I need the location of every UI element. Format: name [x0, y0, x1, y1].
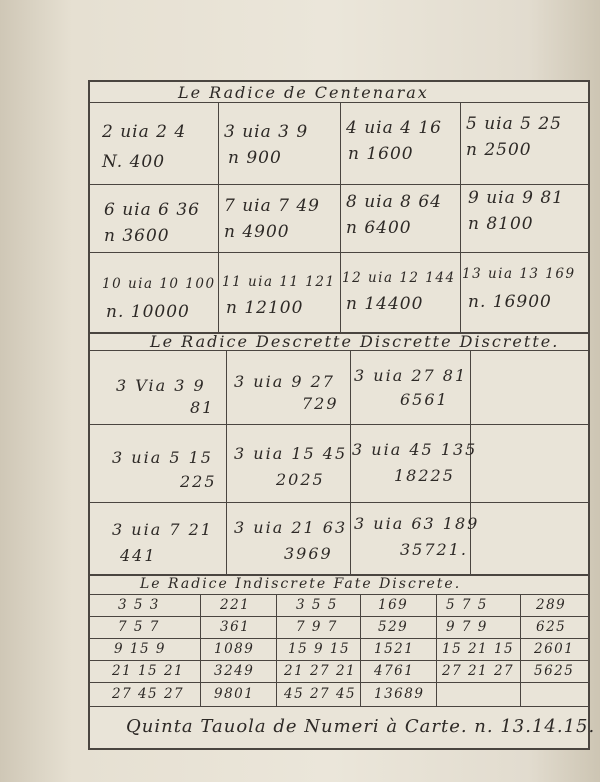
s1-cell-4-line1: 5 uia 5 25 [466, 114, 562, 134]
s2-cell-8-line1: 3 uia 21 63 [234, 518, 348, 537]
s2-cell-4-line2: 225 [180, 472, 217, 491]
s3-r2-c5: 9 7 9 [446, 619, 488, 635]
s3-r2-c2: 361 [220, 619, 251, 635]
s3-r1-c2: 221 [220, 597, 251, 613]
s2-cell-7-line1: 3 uia 7 21 [112, 520, 213, 539]
rule-h13 [90, 682, 588, 683]
s3-r4-c3: 21 27 21 [284, 663, 357, 679]
s1-cell-1-line1: 2 uia 2 4 [102, 122, 187, 142]
s3-r5-c3: 45 27 45 [284, 686, 357, 702]
s3-r5-c2: 9801 [214, 686, 255, 702]
s1-cell-12-line1: 13 uia 13 169 [462, 266, 576, 282]
s3-r4-c5: 27 21 27 [442, 663, 515, 679]
s3-r1-c3: 3 5 5 [296, 597, 338, 613]
rule-v-s1-a [218, 102, 219, 332]
s1-cell-3-line2: n 1600 [348, 144, 414, 164]
s1-cell-9-line1: 10 uia 10 100 [102, 276, 216, 292]
s1-cell-8-line2: n 8100 [468, 214, 534, 234]
s2-cell-6-line1: 3 uia 45 135 [352, 440, 478, 459]
s3-r4-c4: 4761 [374, 663, 415, 679]
s3-r5-c1: 27 45 27 [112, 686, 185, 702]
s1-cell-2-line2: n 900 [228, 148, 282, 168]
rule-h12 [90, 660, 588, 661]
rule-v-s1-c [460, 102, 461, 332]
s1-cell-10-line1: 11 uia 11 121 [222, 274, 336, 290]
s1-cell-7-line1: 8 uia 8 64 [346, 192, 442, 212]
s3-r2-c6: 625 [536, 619, 567, 635]
s2-cell-3-line1: 3 uia 27 81 [354, 366, 468, 385]
s2-cell-6-line2: 18225 [394, 466, 455, 485]
s3-r2-c1: 7 5 7 [118, 619, 160, 635]
s2-cell-4-line1: 3 uia 5 15 [112, 448, 213, 467]
s1-cell-6-line1: 7 uia 7 49 [224, 196, 320, 216]
s2-cell-2-line1: 3 uia 9 27 [234, 372, 335, 391]
s3-r1-c6: 289 [536, 597, 567, 613]
rule-v-s3-b [276, 594, 277, 706]
s1-cell-4-line2: n 2500 [466, 140, 532, 160]
s3-r1-c1: 3 5 3 [118, 597, 160, 613]
rule-v-s2-b [350, 350, 351, 574]
s2-cell-7-line2: 441 [120, 546, 157, 565]
s2-cell-2-line2: 729 [302, 394, 339, 413]
section3-title: Le Radice Indiscrete Fate Discrete. [140, 576, 462, 592]
s3-r3-c2: 1089 [214, 641, 255, 657]
s3-r3-c4: 1521 [374, 641, 415, 657]
rule-h9 [90, 594, 588, 595]
s3-r1-c4: 169 [378, 597, 409, 613]
rule-v-s3-e [520, 594, 521, 706]
rule-h14 [90, 706, 588, 707]
rule-v-s3-d [436, 594, 437, 706]
rule-v-s2-a [226, 350, 227, 574]
s3-r3-c5: 15 21 15 [442, 641, 515, 657]
s3-r4-c2: 3249 [214, 663, 255, 679]
plate-caption: Quinta Tauola de Numeri à Carte. n. 13.14.15. [126, 716, 596, 737]
s3-r1-c5: 5 7 5 [446, 597, 488, 613]
s1-cell-8-line1: 9 uia 9 81 [468, 188, 564, 208]
s3-r4-c6: 5625 [534, 663, 575, 679]
s1-cell-12-line2: n. 16900 [468, 292, 552, 312]
rule-h3 [90, 252, 588, 253]
s3-r3-c6: 2601 [534, 641, 575, 657]
rule-v-s1-b [340, 102, 341, 332]
s1-cell-11-line1: 12 uia 12 144 [342, 270, 456, 286]
s1-cell-5-line2: n 3600 [104, 226, 170, 246]
rule-h2 [90, 184, 588, 185]
rule-v-s3-a [200, 594, 201, 706]
s3-r3-c1: 9 15 9 [114, 641, 166, 657]
s3-r3-c3: 15 9 15 [288, 641, 351, 657]
s2-cell-5-line1: 3 uia 15 45 [234, 444, 348, 463]
s1-cell-10-line2: n 12100 [226, 298, 304, 318]
s1-cell-1-line2: N. 400 [102, 152, 166, 172]
engraved-table-plate [88, 80, 596, 750]
s2-cell-8-line2: 3969 [284, 544, 333, 563]
s2-cell-1-line1: 3 Via 3 9 [116, 376, 206, 395]
s2-cell-5-line2: 2025 [276, 470, 325, 489]
rule-h6 [90, 424, 588, 425]
s1-cell-5-line1: 6 uia 6 36 [104, 200, 200, 220]
s2-cell-3-line2: 6561 [400, 390, 449, 409]
rule-h10 [90, 616, 588, 617]
s1-cell-2-line1: 3 uia 3 9 [224, 122, 309, 142]
s2-cell-9-line2: 35721. [400, 540, 468, 559]
s3-r2-c4: 529 [378, 619, 409, 635]
rule-v-s2-c [470, 350, 471, 574]
s1-cell-3-line1: 4 uia 4 16 [346, 118, 442, 138]
s3-r5-c4: 13689 [374, 686, 425, 702]
s3-r2-c3: 7 9 7 [296, 619, 338, 635]
section2-title: Le Radice Descrette Discrette Discrette. [150, 332, 560, 351]
s2-cell-9-line1: 3 uia 63 189 [354, 514, 480, 533]
s1-cell-11-line2: n 14400 [346, 294, 424, 314]
s2-cell-1-line2: 81 [190, 398, 215, 417]
s1-cell-9-line2: n. 10000 [106, 302, 190, 322]
s1-cell-6-line2: n 4900 [224, 222, 290, 242]
s3-r4-c1: 21 15 21 [112, 663, 185, 679]
rule-h7 [90, 502, 588, 503]
rule-h1 [90, 102, 588, 103]
rule-h11 [90, 638, 588, 639]
rule-v-s3-c [360, 594, 361, 706]
s1-cell-7-line2: n 6400 [346, 218, 412, 238]
section1-title: Le Radice de Centenarax [178, 83, 429, 102]
